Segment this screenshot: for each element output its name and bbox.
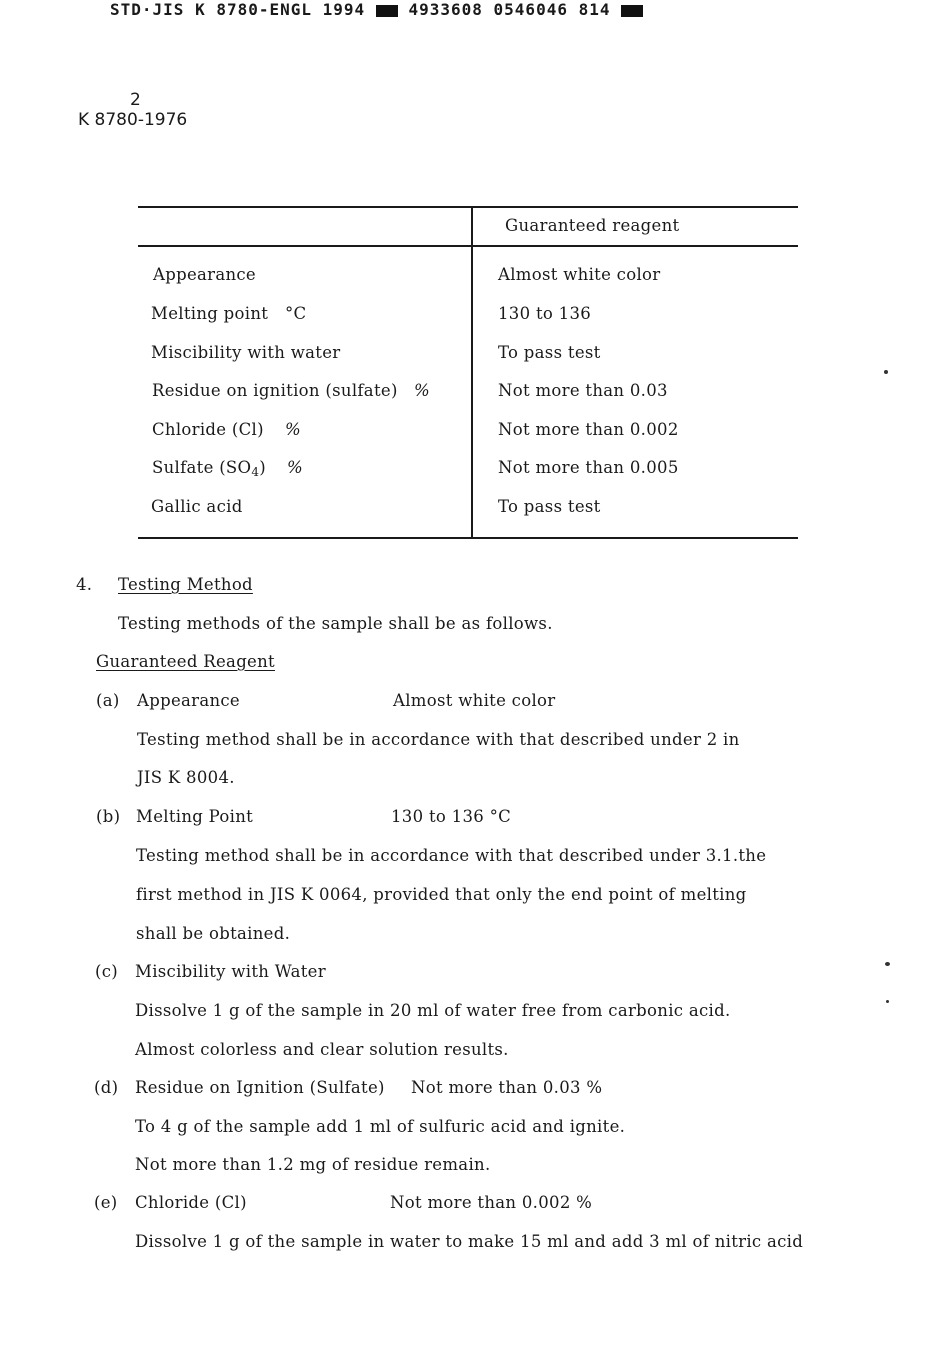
item-name: Residue on Ignition (Sulfate) [135, 1078, 385, 1097]
row-item: Chloride (Cl) [152, 420, 264, 439]
table-bottom-rule [138, 537, 798, 539]
item-name: Melting Point [136, 807, 254, 826]
row-value: 130 to 136 [498, 304, 592, 323]
header-left-code: STD·JIS K 8780-ENGL 1994 [110, 0, 366, 19]
subheading: Guaranteed Reagent [96, 652, 275, 671]
item-spec: 130 to 136 °C [391, 807, 512, 826]
item-text: shall be obtained. [136, 924, 291, 943]
page-number: 2 [130, 90, 141, 110]
document-header [110, 0, 643, 19]
table-column-divider [471, 206, 473, 539]
row-value: To pass test [498, 343, 601, 362]
item-spec: Almost white color [393, 691, 556, 710]
item-label: (d) [94, 1078, 119, 1097]
item-text: Not more than 1.2 mg of residue remain. [135, 1155, 491, 1174]
item-text: first method in JIS K 0064, provided that only the end point of melting [136, 885, 747, 904]
item-name: Appearance [137, 691, 240, 710]
row-unit: % [285, 420, 301, 439]
row-unit: °C [285, 304, 307, 323]
scan-speck [885, 962, 890, 966]
item-text: Almost colorless and clear solution results. [135, 1040, 509, 1059]
item-spec: Not more than 0.002 % [390, 1193, 593, 1212]
row-value: Not more than 0.03 [498, 381, 668, 400]
item-label: (c) [95, 962, 119, 981]
row-item: Gallic acid [151, 497, 243, 516]
item-text: Testing method shall be in accordance with that described under 2 in [137, 730, 740, 749]
item-text: Testing method shall be in accordance with that described under 3.1.the [136, 846, 767, 865]
header-block-mark [376, 5, 398, 17]
item-name: Miscibility with Water [135, 962, 326, 981]
item-label: (a) [96, 691, 120, 710]
row-value: To pass test [498, 497, 601, 516]
item-spec: Not more than 0.03 % [411, 1078, 603, 1097]
item-text: Dissolve 1 g of the sample in water to make 15 ml and add 3 ml of nitric acid [135, 1232, 804, 1251]
header-block-mark [621, 5, 643, 17]
section-intro: Testing methods of the sample shall be as follows. [118, 614, 553, 633]
scan-speck [884, 370, 888, 374]
scan-speck [886, 1000, 889, 1003]
item-name: Chloride (Cl) [135, 1193, 247, 1212]
row-item: Miscibility with water [151, 343, 341, 362]
header-right-code: 4933608 0546046 814 [408, 0, 611, 19]
table-column-header: Guaranteed reagent [505, 216, 680, 235]
item-label: (e) [94, 1193, 118, 1212]
row-item: Sulfate $(SO_4)$ [152, 458, 267, 479]
row-item: Melting point [151, 304, 269, 323]
item-text: Dissolve 1 g of the sample in 20 ml of water free from carbonic acid. [135, 1001, 731, 1020]
row-item: Residue on ignition (sulfate) [152, 381, 398, 400]
section-number: 4. [76, 575, 93, 594]
row-value: Not more than 0.005 [498, 458, 679, 477]
row-value: Almost white color [498, 265, 661, 284]
table-top-rule [138, 206, 798, 208]
row-item: Appearance [153, 265, 256, 284]
standard-number: K 8780-1976 [78, 110, 188, 130]
item-text: JIS K 8004. [137, 768, 235, 787]
subscript-4: 4 [251, 465, 260, 479]
item-label: (b) [96, 807, 121, 826]
row-unit: % [414, 381, 430, 400]
section-title: Testing Method [118, 575, 253, 594]
item-text: To 4 g of the sample add 1 ml of sulfuric acid and ignite. [135, 1117, 626, 1136]
table-header-rule [138, 245, 798, 247]
row-value: Not more than 0.002 [498, 420, 679, 439]
row-unit: % [287, 458, 303, 477]
